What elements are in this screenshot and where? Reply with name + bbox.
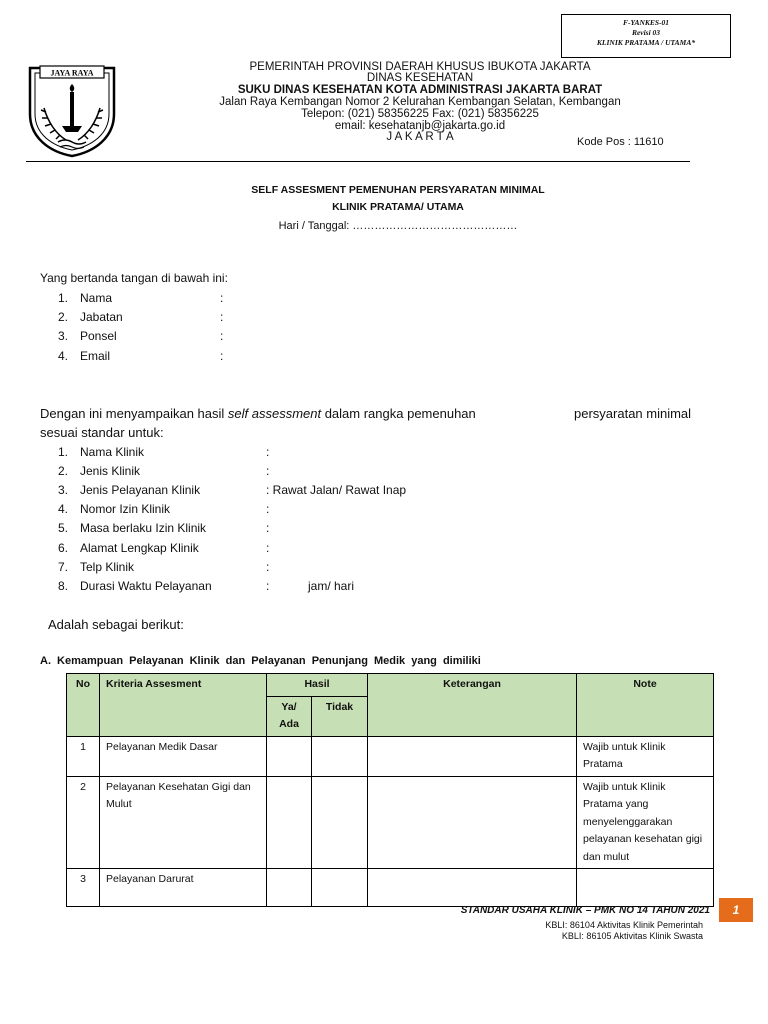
signer-label-ponsel: Ponsel [80,329,117,343]
page-number-badge: 1 [719,898,753,922]
col-keterangan-header: Keterangan [368,674,577,737]
clinic-label-license: Nomor Izin Klinik [80,502,171,516]
form-code-box [561,14,731,58]
clinic-field-duration[interactable]: : [266,579,270,593]
clinic-label-phone: Telp Klinik [80,560,135,574]
clinic-num: 5. [58,521,69,535]
assessment-table [66,673,714,907]
svg-text:JAYA RAYA: JAYA RAYA [50,68,94,78]
clinic-field-phone[interactable]: : [266,560,270,574]
row-ya-cell[interactable] [267,776,312,869]
closing-line: Adalah sebagai berikut: [48,617,184,632]
document-subtitle: KLINIK PRATAMA/ UTAMA [332,201,464,213]
statement-text: dalam rangka pemenuhan [321,406,476,421]
signer-num: 1. [58,291,69,305]
row-tidak-cell[interactable] [312,776,368,869]
header-phone: Telepon: (021) 58356225 Fax: (021) 58356225 [301,108,539,120]
clinic-label-address: Alamat Lengkap Klinik [80,541,199,555]
signer-intro: Yang bertanda tangan di bawah ini: [40,271,228,285]
row-tidak-cell[interactable] [312,869,368,907]
header-email: email: kesehatanjb@jakarta.go.id [334,120,506,132]
clinic-label-license-validity: Masa berlaku Izin Klinik [80,521,207,535]
col-tidak-header: Tidak [312,696,368,736]
date-line: Hari / Tanggal: ……………………………………… [278,220,518,232]
signer-label-jabatan: Jabatan [80,310,123,324]
signer-num: 3. [58,329,69,343]
clinic-field-service[interactable]: : Rawat Jalan/ Rawat Inap [266,483,407,497]
row-note [577,869,714,907]
row-ya-cell[interactable] [267,736,312,776]
footer-kbli-government: KBLI: 86104 Aktivitas Klinik Pemerintah [545,920,703,930]
statement-italic: self assessment [227,406,322,421]
row-kriteria: Pelayanan Kesehatan Gigi dan Mulut [100,776,267,869]
form-code-id: F-YANKES-01 [622,18,670,27]
clinic-field-license-validity[interactable]: : [266,521,270,535]
section-a-heading: A. Kemampuan Pelayanan Klinik dan Pelayanan Penunjang Medik yang dimiliki [40,655,481,667]
clinic-field-type[interactable]: : [266,464,270,478]
signer-label-nama: Nama [80,291,113,305]
clinic-num: 6. [58,541,69,555]
signer-field-nama[interactable]: : [220,291,224,305]
clinic-duration-unit: jam/ hari [308,579,355,593]
row-no: 3 [67,869,100,907]
row-no: 2 [67,776,100,869]
col-ya-header: Ya/ Ada [267,696,312,736]
jakarta-emblem-icon [26,62,118,158]
document-title: SELF ASSESMENT PEMENUHAN PERSYARATAN MINIMAL [251,184,545,196]
clinic-num: 3. [58,483,69,497]
header-department: DINAS KESEHATAN [366,72,474,84]
clinic-num: 2. [58,464,69,478]
clinic-label-type: Jenis Klinik [80,464,141,478]
header-city: J A K A R T A [386,131,454,143]
row-keterangan-cell[interactable] [368,736,577,776]
header-divider [26,161,690,162]
clinic-label-duration: Durasi Waktu Pelayanan [80,579,212,593]
row-note: Wajib untuk Klinik Pratama [577,736,714,776]
clinic-label-name: Nama Klinik [80,445,145,459]
table-row [67,869,714,907]
signer-label-email: Email [80,349,111,363]
statement-line-2: sesuai standar untuk: [40,425,164,440]
clinic-field-name[interactable]: : [266,445,270,459]
clinic-label-service: Jenis Pelayanan Klinik [80,483,201,497]
header-office: SUKU DINAS KESEHATAN KOTA ADMINISTRASI JAKARTA BARAT [237,84,603,96]
postal-code: Kode Pos : 11610 [577,136,664,148]
footer-kbli-private: KBLI: 86105 Aktivitas Klinik Swasta [561,931,703,941]
clinic-num: 4. [58,502,69,516]
header-government: PEMERINTAH PROVINSI DAERAH KHUSUS IBUKOTA JAKARTA [249,61,591,73]
table-row [67,736,714,776]
table-header-row [67,674,714,697]
row-kriteria: Pelayanan Darurat [100,869,267,907]
row-kriteria: Pelayanan Medik Dasar [100,736,267,776]
row-tidak-cell[interactable] [312,736,368,776]
footer-title: STANDAR USAHA KLINIK – PMK NO 14 TAHUN 2021 [460,905,710,916]
signer-field-ponsel[interactable]: : [220,329,224,343]
clinic-num: 8. [58,579,69,593]
clinic-num: 7. [58,560,69,574]
signer-num: 4. [58,349,69,363]
clinic-field-address[interactable]: : [266,541,270,555]
form-code-type: KLINIK PRATAMA / UTAMA* [596,38,696,47]
form-code-revision: Revisi 03 [631,28,661,37]
col-note-header: Note [577,674,714,737]
col-hasil-header: Hasil [267,674,368,697]
statement-text-end: persyaratan minimal [574,406,692,421]
row-keterangan-cell[interactable] [368,776,577,869]
statement-text: Dengan ini menyampaikan hasil [40,406,228,421]
statement-line-1 [40,406,476,421]
signer-field-email[interactable]: : [220,349,224,363]
header-address: Jalan Raya Kembangan Nomor 2 Kelurahan Kembangan Selatan, Kembangan [219,96,621,108]
col-kriteria-header: Kriteria Assesment [100,674,267,737]
row-no: 1 [67,736,100,776]
clinic-field-license[interactable]: : [266,502,270,516]
row-keterangan-cell[interactable] [368,869,577,907]
signer-field-jabatan[interactable]: : [220,310,224,324]
row-ya-cell[interactable] [267,869,312,907]
clinic-num: 1. [58,445,69,459]
table-row [67,776,714,869]
row-note: Wajib untuk Klinik Pratama yang menyelenggarakan pelayanan kesehatan gigi dan mulut [577,776,714,869]
signer-num: 2. [58,310,69,324]
col-no-header: No [67,674,100,737]
